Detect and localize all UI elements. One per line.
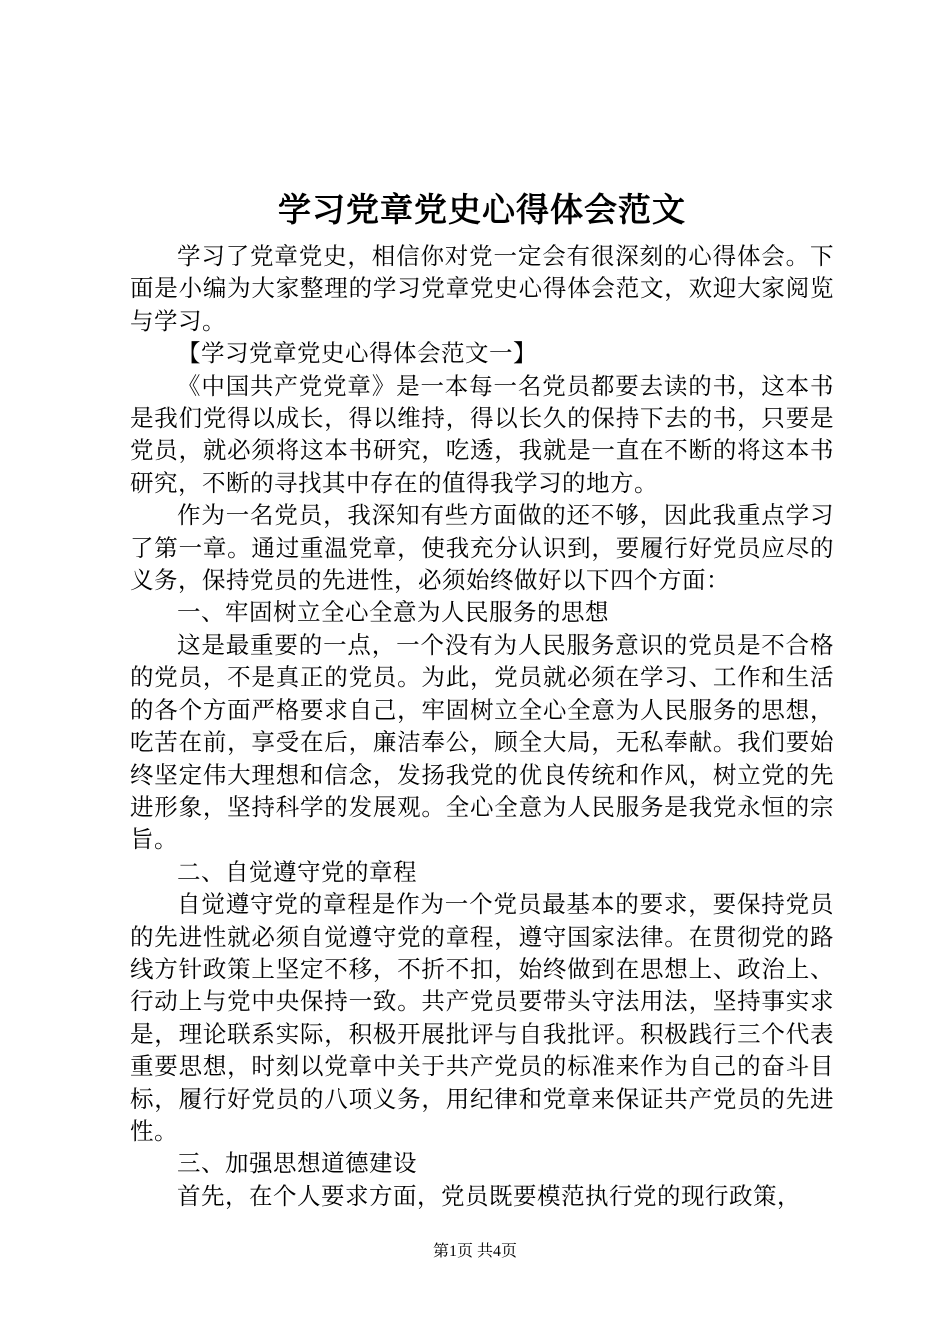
body-paragraph: 作为一名党员，我深知有些方面做的还不够，因此我重点学习了第一章。通过重温党章，使我充分认识到，要履行好党员应尽的义务，保持党员的先进性，必须始终做好以下四个方面： [130, 501, 834, 595]
subheading-point-two: 二、自觉遵守党的章程 [177, 857, 417, 886]
body-paragraph: 《中国共产党党章》是一本每一名党员都要去读的书，这本书是我们党得以成长，得以维持，得以长久的保持下去的书，只要是党员，就必须将这本书研究，吃透，我就是一直在不断的将这本书研究，不断的寻找其中存在的值得我学习的地方。 [130, 371, 834, 497]
body-paragraph: 这是最重要的一点，一个没有为人民服务意识的党员是不合格的党员，不是真正的党员。为此，党员就必须在学习、工作和生活的各个方面严格要求自己，牢固树立全心全意为人民服务的思想，吃苦在前，享受在后，廉洁奉公，顾全大局，无私奉献。我们要始终坚定伟大理想和信念，发扬我党的优良传统和作风，树立党的先进形象，坚持科学的发展观。全心全意为人民服务是我党永恒的宗旨。 [130, 630, 834, 854]
document-title: 学习党章党史心得体会范文 [278, 190, 686, 229]
body-paragraph: 自觉遵守党的章程是作为一个党员最基本的要求，要保持党员的先进性就必须自觉遵守党的章程，遵守国家法律。在贯彻党的路线方针政策上坚定不移，不折不扣，始终做到在思想上、政治上、行动上与党中央保持一致。共产党员要带头守法用法，坚持事实求是，理论联系实际，积极开展批评与自我批评。积极践行三个代表重要思想，时刻以党章中关于共产党员的标准来作为自己的奋斗目标，履行好党员的八项义务，用纪律和党章来保证共产党员的先进性。 [130, 890, 834, 1145]
page-footer: 第1页 共4页 [432, 1243, 517, 1260]
subheading-point-one: 一、牢固树立全心全意为人民服务的思想 [177, 598, 609, 627]
subheading-point-three: 三、加强思想道德建设 [177, 1149, 417, 1178]
intro-paragraph: 学习了党章党史，相信你对党一定会有很深刻的心得体会。下面是小编为大家整理的学习党章党史心得体会范文，欢迎大家阅览与学习。 [130, 242, 834, 335]
document-page [130, 180, 834, 1212]
body-paragraph: 首先，在个人要求方面，党员既要模范执行党的现行政策， [177, 1181, 801, 1210]
section-heading-essay-one: 【学习党章党史心得体会范文一】 [177, 339, 537, 368]
